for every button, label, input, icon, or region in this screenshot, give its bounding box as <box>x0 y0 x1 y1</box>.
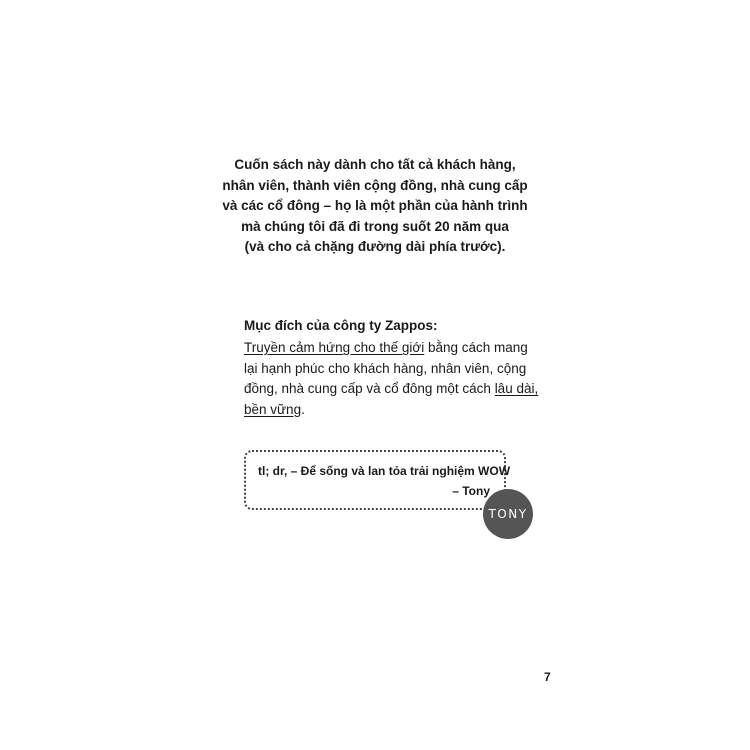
purpose-paragraph <box>244 338 539 420</box>
dedication-paragraph <box>215 155 535 258</box>
dedication-line: (và cho cả chặng đường dài phía trước). <box>244 239 506 254</box>
purpose-emphasis: Truyền cảm hứng cho thế giới <box>244 340 425 355</box>
tldr-callout-box <box>244 450 511 510</box>
dedication-line: mà chúng tôi đã đi trong suốt 20 năm qua <box>241 218 509 234</box>
page-number: 7 <box>544 670 551 684</box>
purpose-emphasis: bền vững <box>244 401 302 417</box>
purpose-text: . <box>301 401 305 417</box>
tldr-text: tl; dr, – Để sống và lan tỏa trải nghiệm WOW <box>258 464 511 478</box>
dedication-line: và các cổ đông – họ là một phần của hành trình <box>222 198 528 213</box>
tony-badge <box>483 489 533 539</box>
purpose-line <box>244 400 514 421</box>
purpose-text: bằng cách mang <box>424 340 528 355</box>
purpose-line <box>244 379 539 400</box>
dedication-line: nhân viên, thành viên cộng đồng, nhà cung cấp <box>222 177 528 193</box>
purpose-line: lại hạnh phúc cho khách hàng, nhân viên, cộng <box>244 360 527 376</box>
tldr-signature: – Tony <box>452 484 490 498</box>
purpose-emphasis: lâu dài, <box>494 381 539 396</box>
dedication-line: Cuốn sách này dành cho tất cả khách hàng, <box>234 157 516 172</box>
tony-badge-label: TONY <box>488 507 528 521</box>
purpose-heading: Mục đích của công ty Zappos: <box>244 318 438 333</box>
purpose-line <box>244 338 528 359</box>
purpose-text: đồng, nhà cung cấp và cổ đông một cách <box>244 381 495 396</box>
